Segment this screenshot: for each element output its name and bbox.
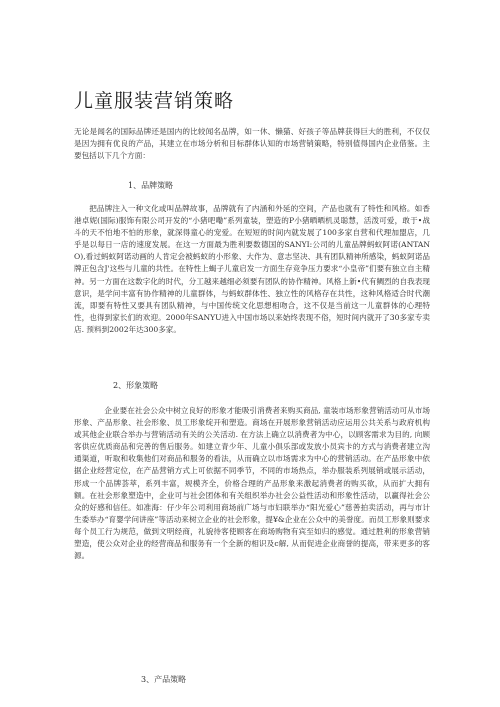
section-heading-brand: 1、品牌策略 xyxy=(128,181,174,190)
section-paragraph-brand: 把品牌注入一种文化或叫品牌故事，品牌就有了内涵和外延的空间，产品也就有了特性和风格。如香港卓妮(国际)服饰有限公司开发的“小猪吧嘞”系列童装，塑造的P小猪晒晒机灵聪慧，活泼可爱，敢于•战斗的天不怕地不怕的形象，就深得童心的宠爱。在短短的时间内就发展了100多家自营和代理加盟店，几乎是以每日一店的速度发展。在这一方面最为胜利要数德国的SANYI:公司的儿童品牌蚂蚁阿诺(ANTANO),看过蚂蚁阿诺动画的人肯定会被蚂蚁的小形象、大作为、意志坚决、具有团队精神所感染，蚂蚁阿诺品牌正包含J'这些与儿童的共性。在特性上蝎子儿童启发一方面生存竞争压力要求“小皇帝”们要有独立自主精神。另一方面在这数字化的时代，分工越来越细必须要有团队的协作精神。风格上新•代有鲷烈的自我表现意识，是学问丰富有协作精神的儿童群体，与蚂蚁群体性、独立性的风格存在共性，这种风格适合时代潮流，即要有特性又要具有团队精神，与中国传统文化思想相吻合，这不仅是当前这一儿童群体的心理特性，也得到家长们的欢迎。2000年SANYU进入中国市场以来始终表现不俗，短时间内就开了30多家专卖店. 预料到2002年达300多家。 xyxy=(74,204,430,334)
section-paragraph-image: 企业要在社会公众中树立良好的形象才能吸引消费者来购买商品, 童装市场形象营销活动可从市场形象、产品形象、社会形象、员工形象绽开和塑造。商场在开展形象营销活动应运用公共关系与政府机构或其他企业联合举办与营销活动有关的公关活动. 在方法上确立以消费者为中心，以顾客需求为目的, 向顾客供应优质商品和完善的售后服务。如建立青少年、儿童小俱乐部或发放小员宾卡的方式与消费者建立沟通渠道，听取和收集他们对商品和服务的看法，从而确立以市场需求为中心的营销活动。在产品形象中依据企业经营定位，在产品营销方式上可依据不同季节，不同的市场热点，举办服装系列展销或展示活动，形成一个品牌荟萃，系列丰富，规模齐全，价格合理的产品形象来激起消费者的购买欲，从而扩大拥有额。在社会形象塑造中，企业可与社会团体和有关组织举办社会公益性活动和形象性活动，以赢得社会公众的好感和信任。如准海：仔少年公司利用商场前广场与市妇联举办“阳光爱心”慈善拍卖活动，再与市计生委举办“育婴学问讲座”等活动来树立企业的社会形象，提¥&企业在公众中的美誉度。而员工形象则要求每个员工行为规范，做到文明经商，礼貌待客使顾客在商场购物有宾至如归的感觉。通过胜利的形象营销塑造，使公众对企业的经营商品和服务有一个全新的相识及c解, 从而促进企业商誉的提高，带来更多的客源。 xyxy=(74,406,430,561)
section-heading-product: 3、产品策略 xyxy=(141,675,187,684)
intro-paragraph: 无论是闻名的国际品牌还是国内的比较闻名品牌，如一休、懒猫、好孩子等品牌获得巨大的胜利，不仅仅是因为拥有优良的产品，其建立在市场分析和目标群体认知的市场营销策略，特别值得国内企业借鉴。主要包括以下几个方面： xyxy=(74,127,430,161)
section-heading-image: 2、形象策略 xyxy=(113,381,159,390)
document-title: 儿童服装营销策略 xyxy=(74,90,235,112)
